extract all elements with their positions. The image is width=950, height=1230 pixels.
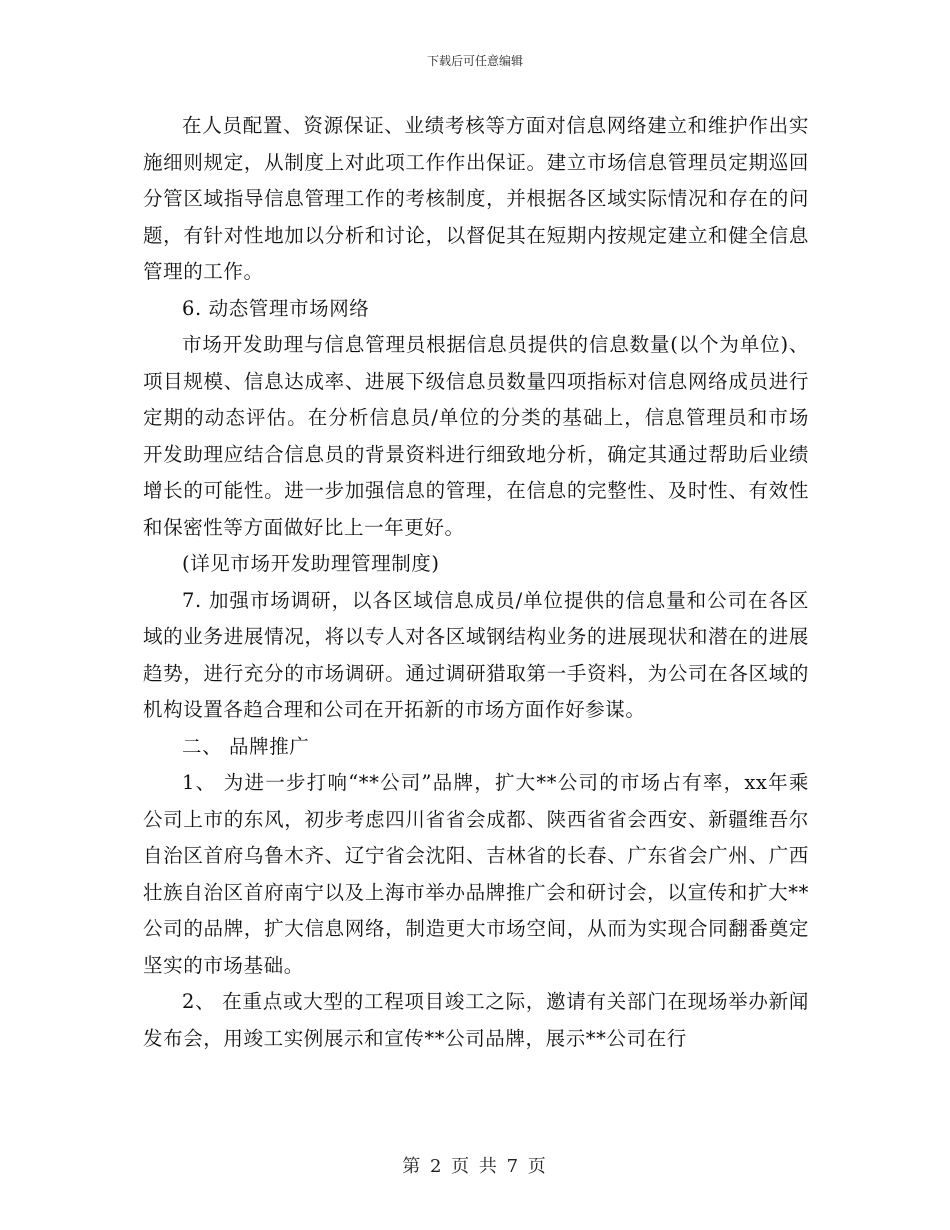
paragraph-press-conference: 2、 在重点或大型的工程项目竣工之际，邀请有关部门在现场举办新闻发布会，用竣工实例展示和宣传**公司品牌，展示**公司在行 [143,990,809,1050]
heading-brand-promotion: 二、 品牌推广 [182,734,310,758]
paragraph-see-regulation: (详见市场开发助理管理制度) [182,552,440,575]
document-body [143,108,809,1057]
heading-dynamic-management: 6. 动态管理市场网络 [182,296,370,320]
paragraph-market-research: 7. 加强市场调研，以各区域信息成员/单位提供的信息量和公司在各区域的业务进展情况，将以专人对各区域钢结构业务的进展现状和潜在的进展趋势，进行充分的市场调研。通过调研猎取第一手资料，为公司在各区域的机构设置各趋合理和公司在开拓新的市场方面作好参谋。 [143,588,809,721]
paragraph-dynamic-evaluation: 市场开发助理与信息管理员根据信息员提供的信息数量(以个为单位)、项目规模、信息达成率、进展下级信息员数量四项指标对信息网络成员进行定期的动态评估。在分析信息员/单位的分类的基础上，信息管理员和市场开发助理应结合信息员的背景资料进行细致地分析，确定其通过帮助后业绩增长的可能性。进一步加强信息的管理，在信息的完整性、及时性、有效性和保密性等方面做好比上一年更好。 [143,333,809,539]
page-header: 下载后可任意编辑 [426,54,523,68]
page-footer: 第 2 页 共 7 页 [402,1156,548,1177]
paragraph-info-network-guarantee: 在人员配置、资源保证、业绩考核等方面对信息网络建立和维护作出实施细则规定，从制度上对此项工作作出保证。建立市场信息管理员定期巡回分管区域指导信息管理工作的考核制度，并根据各区域实际情况和存在的问题，有针对性地加以分析和讨论，以督促其在短期内按规定建立和健全信息管理的工作。 [143,114,809,283]
paragraph-brand-events: 1、 为进一步打响“**公司”品牌，扩大**公司的市场占有率，xx年乘公司上市的东风，初步考虑四川省省会成都、陕西省省会西安、新疆维吾尔自治区首府乌鲁木齐、辽宁省会沈阳、吉林省的长春、广东省会广州、广西壮族自治区首府南宁以及上海市举办品牌推广会和研讨会，以宣传和扩大**公司的品牌，扩大信息网络，制造更大市场空间，从而为实现合同翻番奠定坚实的市场基础。 [143,771,809,977]
